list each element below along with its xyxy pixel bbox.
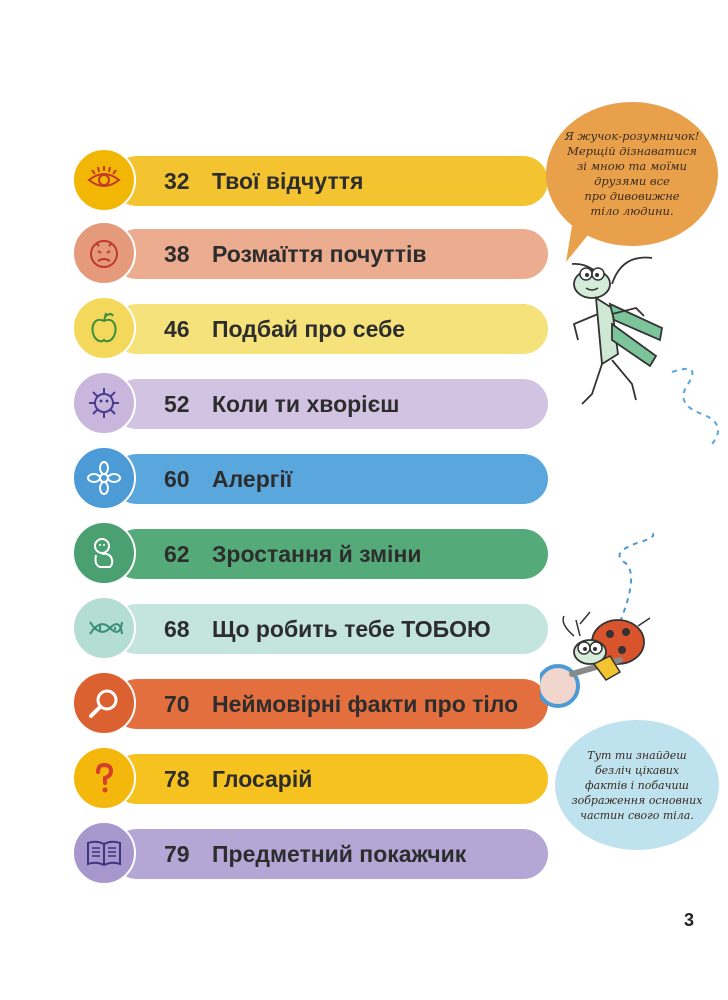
- toc-entry[interactable]: [72, 746, 552, 810]
- toc-entry[interactable]: [72, 521, 552, 585]
- toc-entry[interactable]: [72, 148, 552, 212]
- toc-entry[interactable]: [72, 446, 552, 510]
- baby-icon: [72, 521, 136, 585]
- bubble-line: безліч цікавих: [594, 763, 680, 777]
- toc-title: Що робить тебе ТОБОЮ: [212, 616, 491, 642]
- toc-page-number: 78: [164, 766, 190, 792]
- bubble-line: Тут ти знайдеш: [587, 748, 687, 762]
- toc-title: Неймовірні факти про тіло: [212, 691, 519, 717]
- toc-page-number: 62: [164, 541, 190, 567]
- grasshopper-icon: [552, 244, 728, 464]
- bubble-line: зображення основних: [571, 793, 703, 807]
- toc-title: Твої відчуття: [212, 168, 364, 194]
- flower-icon: [72, 446, 136, 510]
- toc-title: Глосарій: [212, 766, 313, 792]
- toc-entry[interactable]: [72, 671, 552, 735]
- ladybug-icon: [540, 532, 680, 732]
- toc-entry[interactable]: [72, 296, 552, 360]
- toc-title: Подбай про себе: [212, 316, 406, 342]
- toc-title: Предметний покажчик: [212, 841, 467, 867]
- toc-title: Коли ти хворієш: [212, 391, 400, 417]
- virus-icon: [72, 371, 136, 435]
- toc-entry[interactable]: [72, 596, 552, 660]
- magnifier-icon: [72, 671, 136, 735]
- bubble-line: фактів і побачиш: [585, 778, 689, 792]
- face-icon: [72, 221, 136, 285]
- speech-bubble-bottom: [555, 720, 719, 850]
- eye-icon: [72, 148, 136, 212]
- toc-title: Алергії: [212, 466, 293, 492]
- bubble-line: друзями все: [594, 174, 670, 188]
- page-number: 3: [684, 910, 695, 930]
- bubble-line: зі мною та моїми: [577, 159, 687, 173]
- apple-icon: [72, 296, 136, 360]
- bubble-line: Мерщій дізнаватися: [567, 144, 697, 158]
- toc-page-number: 38: [164, 241, 190, 267]
- toc-title: Зростання й зміни: [212, 541, 422, 567]
- toc-entry[interactable]: [72, 371, 552, 435]
- bubble-line: про дивовижне: [584, 189, 680, 203]
- toc-page-number: 52: [164, 391, 190, 417]
- bubble-line: Я жучок-розумничок!: [564, 129, 700, 143]
- toc-page-number: 32: [164, 168, 190, 194]
- dna-icon: [72, 596, 136, 660]
- toc-page-number: 70: [164, 691, 190, 717]
- book-icon: [72, 821, 136, 885]
- bubble-line: частин свого тіла.: [580, 808, 694, 822]
- question-icon: [72, 746, 136, 810]
- toc-title: Розмаїття почуттів: [212, 241, 427, 267]
- speech-bubble-top: [546, 102, 718, 246]
- toc-page-number: 68: [164, 616, 190, 642]
- toc-page-number: 79: [164, 841, 190, 867]
- bubble-line: тіло людини.: [590, 204, 674, 218]
- toc-page-number: 60: [164, 466, 190, 492]
- toc-page-number: 46: [164, 316, 190, 342]
- toc-entry[interactable]: [72, 821, 552, 885]
- toc-entry[interactable]: [72, 221, 552, 285]
